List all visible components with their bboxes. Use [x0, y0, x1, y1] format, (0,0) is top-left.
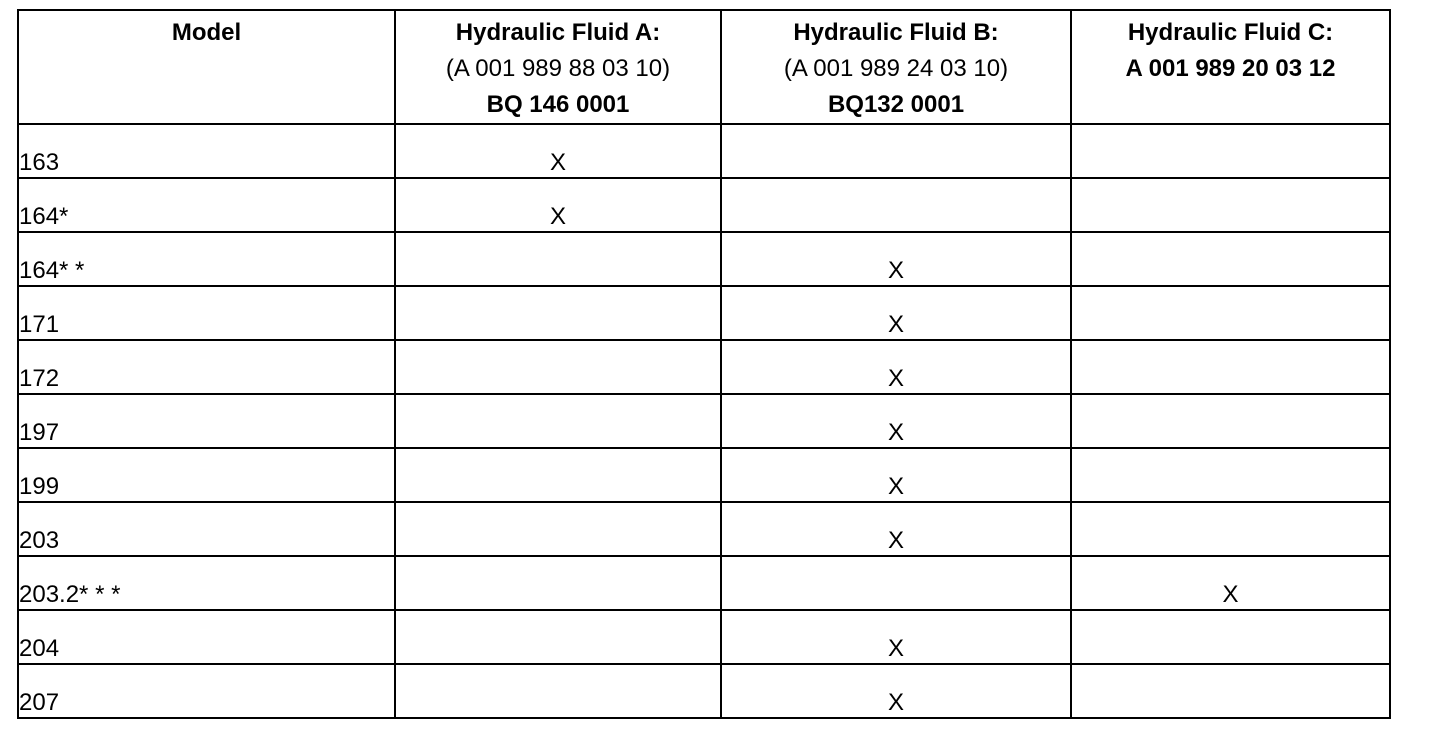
header-fluid-a: [395, 10, 721, 124]
fluid-b-mark: X: [721, 448, 1071, 502]
fluid-c-mark: X: [1071, 556, 1390, 610]
fluid-b-mark: [721, 124, 1071, 178]
fluid-c-mark: [1071, 394, 1390, 448]
table-row: [18, 502, 1390, 556]
model-cell: 172: [18, 340, 395, 394]
fluid-c-mark: [1071, 610, 1390, 664]
table-row: [18, 340, 1390, 394]
model-cell: 199: [18, 448, 395, 502]
table-row: [18, 178, 1390, 232]
fluid-c-mark: [1071, 286, 1390, 340]
header-fluid-a-title: Hydraulic Fluid A:: [455, 19, 661, 46]
model-cell: 163: [18, 124, 395, 178]
fluid-a-mark: [395, 340, 721, 394]
table-row: [18, 232, 1390, 286]
fluid-a-mark: [395, 232, 721, 286]
header-fluid-b-code: BQ132 0001: [827, 91, 965, 118]
fluid-c-mark: [1071, 232, 1390, 286]
table-row: [18, 394, 1390, 448]
fluid-a-mark: [395, 556, 721, 610]
table-row: [18, 664, 1390, 718]
header-fluid-b: [721, 10, 1071, 124]
fluid-c-mark: [1071, 124, 1390, 178]
fluid-b-mark: X: [721, 610, 1071, 664]
header-fluid-a-code: BQ 146 0001: [486, 91, 630, 118]
fluid-b-mark: [721, 556, 1071, 610]
table-row: [18, 124, 1390, 178]
header-fluid-c: [1071, 10, 1390, 124]
fluid-c-mark: [1071, 448, 1390, 502]
model-cell: 204: [18, 610, 395, 664]
model-cell: 164* *: [18, 232, 395, 286]
table-row: [18, 448, 1390, 502]
fluid-a-mark: X: [395, 178, 721, 232]
fluid-a-mark: [395, 286, 721, 340]
table-header-row: [18, 10, 1390, 124]
header-fluid-c-title: Hydraulic Fluid C:: [1127, 19, 1334, 46]
header-model-label: Model: [171, 19, 242, 46]
fluid-b-mark: X: [721, 340, 1071, 394]
model-cell: 203: [18, 502, 395, 556]
fluid-a-mark: X: [395, 124, 721, 178]
model-cell: 171: [18, 286, 395, 340]
fluid-a-mark: [395, 664, 721, 718]
model-cell: 197: [18, 394, 395, 448]
model-cell: 203.2* * *: [18, 556, 395, 610]
header-model: [18, 10, 395, 124]
hydraulic-fluid-table: [17, 9, 1391, 719]
model-cell: 164*: [18, 178, 395, 232]
header-fluid-b-part: (A 001 989 24 03 10): [783, 55, 1009, 82]
fluid-a-mark: [395, 610, 721, 664]
table-row: [18, 610, 1390, 664]
fluid-c-mark: [1071, 178, 1390, 232]
table-row: [18, 556, 1390, 610]
fluid-b-mark: [721, 178, 1071, 232]
fluid-b-mark: X: [721, 664, 1071, 718]
header-fluid-c-part: A 001 989 20 03 12: [1125, 55, 1336, 82]
fluid-b-mark: X: [721, 286, 1071, 340]
fluid-c-mark: [1071, 664, 1390, 718]
fluid-b-mark: X: [721, 394, 1071, 448]
fluid-a-mark: [395, 394, 721, 448]
fluid-c-mark: [1071, 502, 1390, 556]
fluid-a-mark: [395, 502, 721, 556]
table-row: [18, 286, 1390, 340]
header-fluid-b-title: Hydraulic Fluid B:: [793, 19, 999, 46]
fluid-b-mark: X: [721, 232, 1071, 286]
fluid-c-mark: [1071, 340, 1390, 394]
fluid-b-mark: X: [721, 502, 1071, 556]
model-cell: 207: [18, 664, 395, 718]
header-fluid-a-part: (A 001 989 88 03 10): [445, 55, 671, 82]
fluid-a-mark: [395, 448, 721, 502]
